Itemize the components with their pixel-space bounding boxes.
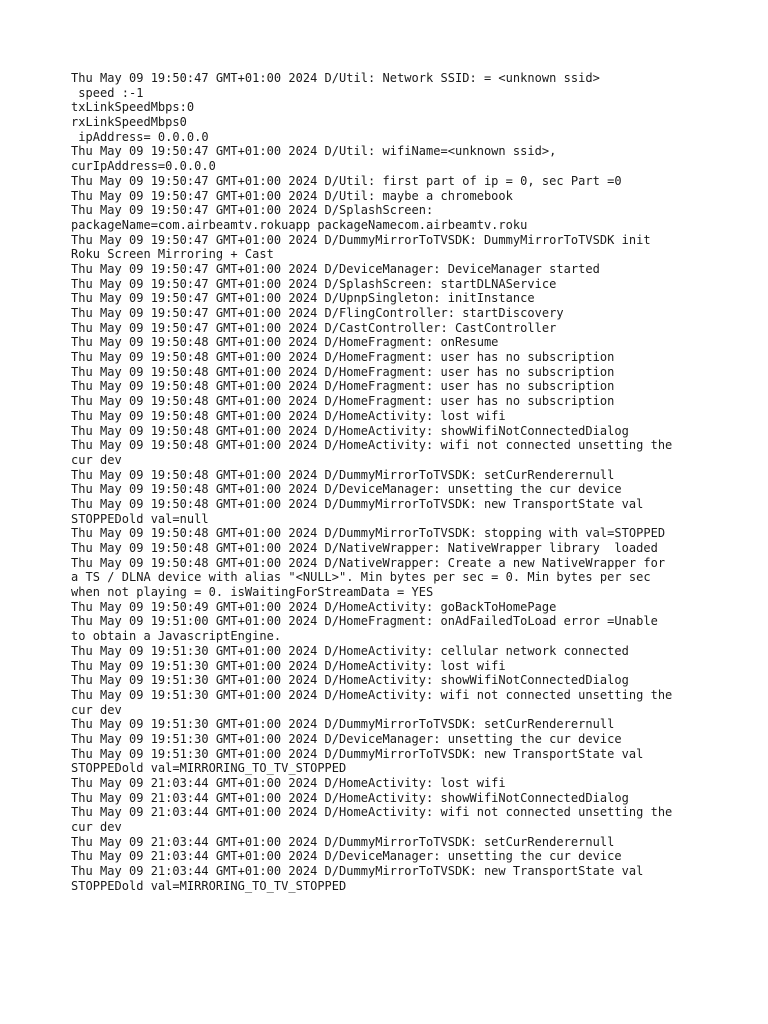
log-line: Thu May 09 19:51:30 GMT+01:00 2024 D/HomeActivity: showWifiNotConnectedDialog — [71, 673, 629, 688]
log-line: Thu May 09 19:50:47 GMT+01:00 2024 D/Util: first part of ip = 0, sec Part =0 — [71, 173, 622, 188]
log-line: Thu May 09 19:51:00 GMT+01:00 2024 D/HomeFragment: onAdFailedToLoad error =Unable — [71, 614, 658, 629]
log-line: Thu May 09 19:50:48 GMT+01:00 2024 D/NativeWrapper: Create a new NativeWrapper for — [71, 555, 666, 570]
log-line: Thu May 09 19:50:49 GMT+01:00 2024 D/HomeActivity: goBackToHomePage — [71, 599, 557, 614]
log-line: Thu May 09 19:50:47 GMT+01:00 2024 D/Util: Network SSID: = <unknown ssid> — [71, 71, 600, 85]
log-line: Thu May 09 21:03:44 GMT+01:00 2024 D/DeviceManager: unsetting the cur device — [71, 849, 622, 864]
log-line: STOPPEDold val=null — [71, 511, 209, 526]
log-line: a TS / DLNA device with alias "<NULL>". Min bytes per sec = 0. Min bytes per sec — [71, 570, 651, 585]
log-line: Thu May 09 19:50:48 GMT+01:00 2024 D/HomeActivity: wifi not connected unsetting the — [71, 438, 673, 453]
log-line: Thu May 09 19:51:30 GMT+01:00 2024 D/DummyMirrorToTVSDK: new TransportState val — [71, 746, 644, 761]
log-line: Roku Screen Mirroring + Cast — [71, 247, 274, 262]
log-line: Thu May 09 19:51:30 GMT+01:00 2024 D/HomeActivity: wifi not connected unsetting the — [71, 687, 673, 702]
log-line: STOPPEDold val=MIRRORING_TO_TV_STOPPED — [71, 761, 347, 776]
log-line: Thu May 09 21:03:44 GMT+01:00 2024 D/HomeActivity: lost wifi — [71, 776, 506, 790]
log-line: Thu May 09 19:50:47 GMT+01:00 2024 D/DeviceManager: DeviceManager started — [71, 261, 600, 276]
log-line: Thu May 09 19:50:47 GMT+01:00 2024 D/UpnpSingleton: initInstance — [71, 291, 535, 306]
log-line: speed :-1 — [71, 85, 144, 100]
log-line: Thu May 09 19:50:47 GMT+01:00 2024 D/FlingController: startDiscovery — [71, 306, 564, 320]
log-line: Thu May 09 19:50:48 GMT+01:00 2024 D/HomeFragment: user has no subscription — [71, 379, 615, 394]
log-line: Thu May 09 19:51:30 GMT+01:00 2024 D/DeviceManager: unsetting the cur device — [71, 731, 622, 746]
log-line: Thu May 09 19:50:48 GMT+01:00 2024 D/DummyMirrorToTVSDK: new TransportState val — [71, 496, 644, 511]
log-line: Thu May 09 19:50:47 GMT+01:00 2024 D/DummyMirrorToTVSDK: DummyMirrorToTVSDK init — [71, 232, 651, 247]
log-line: Thu May 09 21:03:44 GMT+01:00 2024 D/DummyMirrorToTVSDK: new TransportState val — [71, 864, 644, 879]
log-line: when not playing = 0. isWaitingForStreamData = YES — [71, 585, 434, 600]
log-line: Thu May 09 19:50:48 GMT+01:00 2024 D/NativeWrapper: NativeWrapper library loaded — [71, 541, 658, 555]
log-line: Thu May 09 19:50:47 GMT+01:00 2024 D/Util: maybe a chromebook — [71, 188, 513, 203]
log-line: rxLinkSpeedMbps0 — [71, 115, 187, 130]
log-line: ipAddress= 0.0.0.0 — [71, 129, 209, 144]
log-line: Thu May 09 19:51:30 GMT+01:00 2024 D/HomeActivity: cellular network connected — [71, 643, 629, 658]
log-line: Thu May 09 21:03:44 GMT+01:00 2024 D/HomeActivity: wifi not connected unsetting the — [71, 805, 673, 820]
log-line: Thu May 09 19:50:48 GMT+01:00 2024 D/HomeFragment: user has no subscription — [71, 394, 615, 409]
log-line: Thu May 09 19:50:48 GMT+01:00 2024 D/HomeFragment: onResume — [71, 335, 499, 350]
log-line: Thu May 09 19:51:30 GMT+01:00 2024 D/HomeActivity: lost wifi — [71, 658, 506, 673]
log-line: Thu May 09 19:50:48 GMT+01:00 2024 D/HomeFragment: user has no subscription — [71, 364, 615, 379]
log-line: txLinkSpeedMbps:0 — [71, 100, 195, 115]
log-line: Thu May 09 19:50:48 GMT+01:00 2024 D/DummyMirrorToTVSDK: stopping with val=STOPPED — [71, 526, 666, 541]
log-line: Thu May 09 21:03:44 GMT+01:00 2024 D/HomeActivity: showWifiNotConnectedDialog — [71, 790, 629, 805]
log-line: Thu May 09 19:50:47 GMT+01:00 2024 D/CastController: CastController — [71, 320, 557, 335]
log-line: cur dev — [71, 820, 122, 835]
log-line: Thu May 09 21:03:44 GMT+01:00 2024 D/DummyMirrorToTVSDK: setCurRenderernull — [71, 834, 615, 849]
log-line: Thu May 09 19:50:48 GMT+01:00 2024 D/HomeActivity: showWifiNotConnectedDialog — [71, 423, 629, 438]
log-line: cur dev — [71, 452, 122, 467]
log-line: curIpAddress=0.0.0.0 — [71, 159, 216, 174]
log-line: Thu May 09 19:50:48 GMT+01:00 2024 D/HomeFragment: user has no subscription — [71, 350, 615, 365]
log-line: Thu May 09 19:50:47 GMT+01:00 2024 D/Util: wifiName=<unknown ssid>, — [71, 144, 557, 159]
log-line: Thu May 09 19:50:47 GMT+01:00 2024 D/SplashScreen: startDLNAService — [71, 276, 557, 291]
log-text-block — [71, 71, 711, 894]
log-line: cur dev — [71, 702, 122, 717]
log-line: packageName=com.airbeamtv.rokuapp packageNamecom.airbeamtv.roku — [71, 217, 528, 232]
log-line: Thu May 09 19:50:48 GMT+01:00 2024 D/DeviceManager: unsetting the cur device — [71, 482, 622, 497]
log-line: Thu May 09 19:50:48 GMT+01:00 2024 D/DummyMirrorToTVSDK: setCurRenderernull — [71, 467, 615, 482]
log-line: Thu May 09 19:51:30 GMT+01:00 2024 D/DummyMirrorToTVSDK: setCurRenderernull — [71, 717, 615, 732]
log-line: STOPPEDold val=MIRRORING_TO_TV_STOPPED — [71, 878, 347, 893]
log-line: Thu May 09 19:50:47 GMT+01:00 2024 D/SplashScreen: — [71, 203, 434, 218]
log-line: to obtain a JavascriptEngine. — [71, 629, 282, 644]
log-line: Thu May 09 19:50:48 GMT+01:00 2024 D/HomeActivity: lost wifi — [71, 408, 506, 423]
